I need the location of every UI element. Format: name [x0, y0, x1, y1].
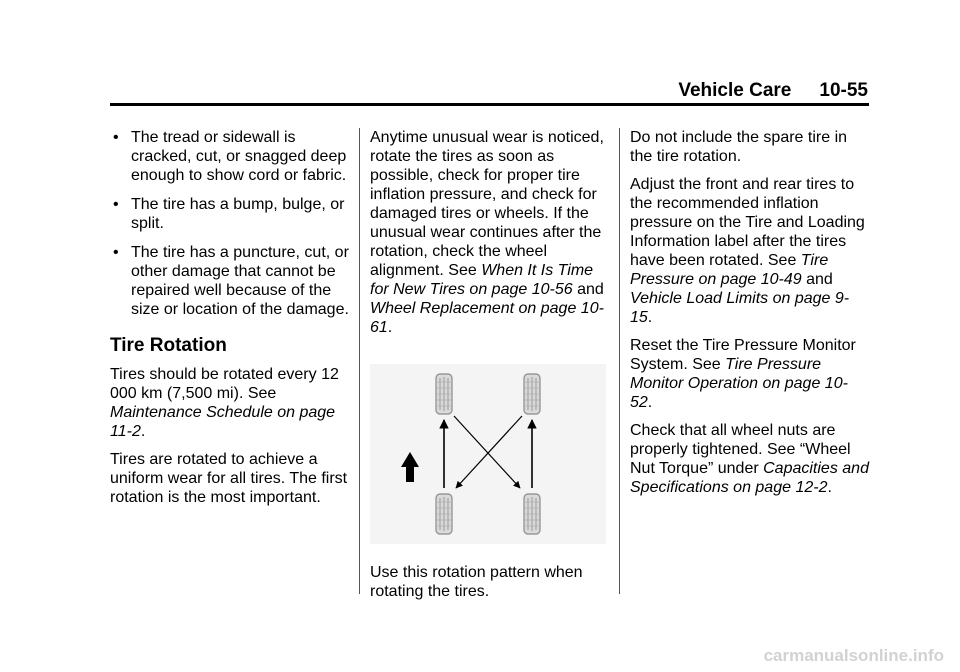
list-item	[110, 128, 350, 185]
paragraph: Reset the Tire Pressure Monitor System. See Tire Pressure Monitor Operation on page 10-52.	[630, 337, 856, 411]
column-1	[110, 128, 350, 516]
cross-reference-link[interactable]: When It Is Time for New Tires on page 10-56	[370, 262, 594, 298]
list-item	[110, 195, 350, 233]
bullet-icon: •	[113, 244, 119, 261]
paragraph: Adjust the front and rear tires to the recommended inflation pressure on the Tire and Loading Information label after the tires have been rotated. See Tire Pressure on page 10-49 and Vehicle Load Limits on page 9-15.	[630, 176, 865, 326]
tire-rotation-diagram	[370, 364, 606, 544]
paragraph: Do not include the spare tire in the tire rotation.	[630, 129, 848, 165]
paragraph: Tires are rotated to achieve a uniform wear for all tires. The first rotation is the most important.	[110, 451, 348, 506]
column-3	[630, 128, 870, 506]
bullet-icon: •	[113, 196, 119, 213]
list-item	[110, 243, 350, 319]
page-number: 10-55	[819, 80, 868, 101]
column-divider	[619, 128, 620, 594]
section-heading: Tire Rotation	[110, 335, 227, 356]
rear-right-tire-icon	[524, 494, 540, 534]
cross-reference-link[interactable]: Capacities and Specifications on page 12-2	[630, 460, 869, 496]
figure-caption: Use this rotation pattern when rotating the tires.	[370, 564, 583, 600]
paragraph: Anytime unusual wear is noticed, rotate the tires as soon as possible, check for proper tire inflation pressure, and check for damaged tires or wheels. If the unusual wear continues after the rotation, check the wheel alignment. See When It Is Time for New Tires on page 10-56 and Wheel Replacement on page 10-61.	[370, 129, 604, 336]
bullet-icon: •	[113, 129, 119, 146]
section-title: Vehicle Care	[678, 80, 792, 101]
column-2	[370, 128, 610, 610]
watermark: carmanualsonline.info	[763, 646, 944, 665]
figure-background	[370, 364, 606, 544]
rear-left-tire-icon	[436, 494, 452, 534]
paragraph: Check that all wheel nuts are properly tightened. See “Wheel Nut Torque” under Capacities and Specifications on page 12-2.	[630, 422, 869, 496]
cross-reference-link[interactable]: Tire Pressure Monitor Operation on page 10-52	[630, 356, 848, 411]
paragraph: Tires should be rotated every 12 000 km (7,500 mi). See Maintenance Schedule on page 11-2.	[110, 366, 339, 440]
list-item-text: The tread or sidewall is cracked, cut, or snagged deep enough to show cord or fabric.	[131, 129, 347, 184]
front-right-tire-icon	[524, 374, 540, 414]
column-divider	[359, 128, 360, 594]
header-rule	[110, 103, 869, 106]
page-header	[678, 80, 868, 102]
cross-reference-link[interactable]: Tire Pressure on page 10-49	[630, 252, 829, 288]
front-left-tire-icon	[436, 374, 452, 414]
list-item-text: The tire has a bump, bulge, or split.	[131, 196, 345, 232]
cross-reference-link[interactable]: Maintenance Schedule on page 11-2	[110, 404, 336, 440]
list-item-text: The tire has a puncture, cut, or other damage that cannot be repaired well because of the size or location of the damage.	[131, 244, 349, 318]
cross-reference-link[interactable]: Wheel Replacement on page 10-61	[370, 300, 604, 336]
cross-reference-link[interactable]: Vehicle Load Limits on page 9-15	[630, 290, 850, 326]
